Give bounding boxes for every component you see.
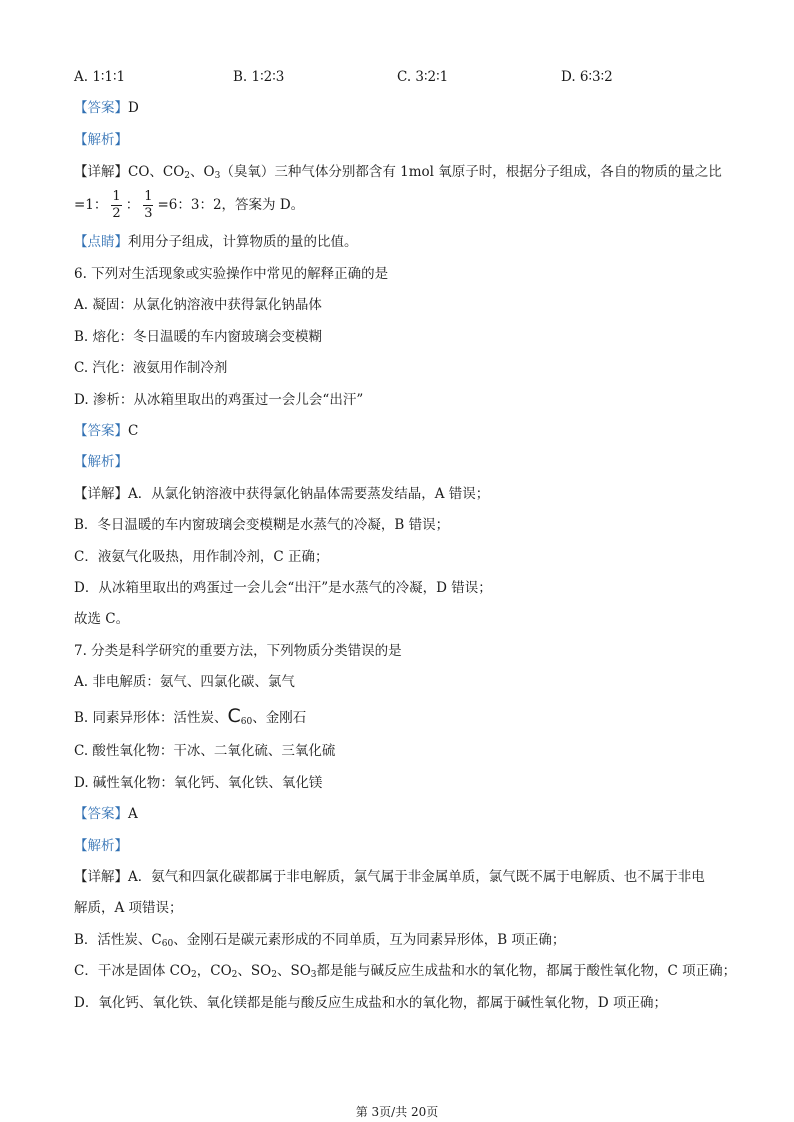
q7-answer bbox=[74, 804, 138, 824]
detail-text: ： bbox=[125, 197, 140, 213]
option-text: 、金刚石 bbox=[252, 710, 307, 726]
fraction-third: $\frac{1}{3}$ bbox=[144, 189, 153, 221]
q6-answer bbox=[74, 421, 138, 441]
detail-text: （臭氧）三种气体分别都含有 1mol 氧原子时，根据分子组成，各自的物质的量之比 bbox=[220, 164, 722, 180]
detail-text: A．氨气和四氯化碳都属于非电解质，氯气属于非金属单质，氯气既不属于电解质、也不属于非电 bbox=[128, 869, 705, 885]
detail-text: ，CO bbox=[196, 963, 232, 979]
detail-text: =1： bbox=[74, 197, 108, 213]
c60-subscript: 60 bbox=[240, 717, 253, 727]
detail-text: 、SO bbox=[276, 963, 311, 979]
analysis-tag: 【解析】 bbox=[74, 838, 128, 854]
q5-tip bbox=[74, 232, 358, 252]
answer-value: A bbox=[128, 806, 138, 822]
answer-tag: 【答案】 bbox=[74, 806, 128, 822]
q6-question: 6. 下列对生活现象或实验操作中常见的解释正确的是 bbox=[74, 266, 389, 282]
answer-tag: 【答案】 bbox=[74, 423, 128, 439]
answer-value: D bbox=[128, 100, 139, 116]
analysis-tag: 【解析】 bbox=[74, 132, 128, 148]
q6-option-a: A. 凝固：从氯化钠溶液中获得氯化钠晶体 bbox=[74, 297, 322, 313]
detail-tag: 【详解】 bbox=[74, 869, 128, 885]
q5-option-b: B. 1∶2∶3 bbox=[233, 69, 285, 85]
analysis-tag: 【解析】 bbox=[74, 454, 128, 470]
q7-option-b bbox=[74, 704, 306, 734]
q7-detail-c: C．干冰是固体 $CO_2$，$CO_2$、$SO_2$、$SO_3$都是能与碱反应生成盐和水的氧化物，都属于酸性氧化物，C 项正确； bbox=[74, 963, 737, 980]
q6-option-d: D. 渗析：从冰箱里取出的鸡蛋过一会儿会“出汗” bbox=[74, 392, 364, 408]
detail-text: A．从氯化钠溶液中获得氯化钠晶体需要蒸发结晶，A 错误； bbox=[128, 486, 490, 502]
q7-detail-a-line-1 bbox=[74, 867, 705, 887]
q5-option-a: A. 1∶1∶1 bbox=[74, 69, 126, 85]
c60-symbol: C bbox=[227, 705, 241, 727]
detail-tag: 【详解】 bbox=[74, 164, 128, 180]
answer-value: C bbox=[128, 423, 139, 439]
q7-option-a: A. 非电解质：氨气、四氯化碳、氯气 bbox=[74, 674, 295, 690]
detail-text: B．活性炭、C bbox=[74, 932, 162, 948]
fraction-half: $\frac{1}{2}$ bbox=[112, 189, 121, 221]
q7-question: 7. 分类是科学研究的重要方法，下列物质分类错误的是 bbox=[74, 643, 402, 659]
page-footer: 第 3页/共 20页 bbox=[355, 1105, 439, 1119]
q6-detail-b: B．冬日温暖的车内窗玻璃会变模糊是水蒸气的冷凝，B 错误； bbox=[74, 517, 450, 533]
tip-tag: 【点睛】 bbox=[74, 234, 128, 250]
detail-text: C．干冰是固体 CO bbox=[74, 963, 192, 979]
q6-option-c: C. 汽化：液氨用作制冷剂 bbox=[74, 360, 228, 376]
q6-conclusion: 故选 C。 bbox=[74, 611, 130, 627]
q6-analysis bbox=[74, 452, 128, 472]
q7-analysis bbox=[74, 836, 128, 856]
q5-option-c: C. 3∶2∶1 bbox=[397, 69, 449, 85]
q6-option-b: B. 熔化：冬日温暖的车内窗玻璃会变模糊 bbox=[74, 329, 323, 345]
detail-text: 都是能与碱反应生成盐和水的氧化物，都属于酸性氧化物，C 项正确； bbox=[316, 963, 737, 979]
q7-option-d: D. 碱性氧化物：氧化钙、氧化铁、氧化镁 bbox=[74, 775, 323, 791]
q5-answer bbox=[74, 98, 139, 118]
q7-detail-b bbox=[74, 930, 565, 954]
q5-option-d: D. 6∶3∶2 bbox=[561, 69, 613, 85]
q5-analysis bbox=[74, 130, 128, 150]
option-text: B. 同素异形体：活性炭、 bbox=[74, 710, 228, 726]
detail-text: =6：3：2，答案为 D。 bbox=[157, 197, 305, 213]
q5-detail-line-1: 【详解】CO、$CO_2$、$O_3$（臭氧）三种气体分别都含有 1mol 氧原子时，根据分子组成，各自的物质的量之比 bbox=[74, 164, 722, 181]
q7-detail-a-line-2: 解质，A 项错误； bbox=[74, 900, 183, 916]
detail-text: 、SO bbox=[237, 963, 272, 979]
answer-tag: 【答案】 bbox=[74, 100, 128, 116]
detail-text: 、金刚石是碳元素形成的不同单质，互为同素异形体，B 项正确； bbox=[173, 932, 566, 948]
detail-text: 、O bbox=[190, 164, 215, 180]
q6-detail-a bbox=[74, 484, 489, 504]
tip-text: 利用分子组成，计算物质的量的比值。 bbox=[128, 234, 358, 250]
q7-option-c: C. 酸性氧化物：干冰、二氧化硫、三氧化硫 bbox=[74, 743, 336, 759]
detail-tag: 【详解】 bbox=[74, 486, 128, 502]
q6-detail-c: C．液氨气化吸热，用作制冷剂，C 正确； bbox=[74, 549, 329, 565]
q5-detail-line-2 bbox=[74, 188, 304, 222]
detail-text: CO、CO bbox=[128, 164, 185, 180]
q7-detail-d: D．氧化钙、氧化铁、氧化镁都是能与酸反应生成盐和水的氧化物，都属于碱性氧化物，D 项正确； bbox=[74, 995, 667, 1011]
q6-detail-d: D．从冰箱里取出的鸡蛋过一会儿会“出汗”是水蒸气的冷凝，D 错误； bbox=[74, 580, 492, 596]
c60-subscript: 60 bbox=[161, 939, 174, 949]
